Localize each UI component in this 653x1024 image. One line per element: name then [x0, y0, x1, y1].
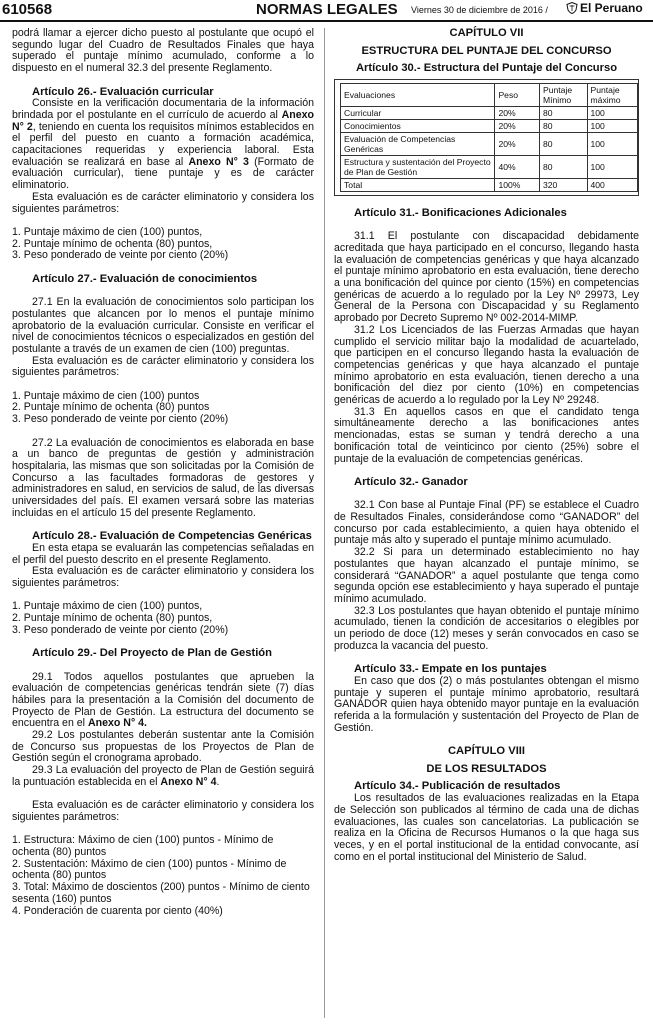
art26-paragraph-2: Esta evaluación es de carácter eliminatorio y considera los siguientes parámetros: — [12, 190, 314, 215]
left-column — [12, 28, 314, 917]
table-cell: 40% — [495, 156, 540, 179]
table-cell: Total — [341, 179, 495, 192]
art28-paragraph-1: En esta etapa se evaluarán las competencias señaladas en el perfil del puesto descrito en el presente Reglamento. — [12, 541, 314, 566]
table-cell: 20% — [495, 107, 540, 120]
column-divider — [324, 28, 325, 1018]
art28-title: Artículo 28.- Evaluación de Competencias Genéricas — [32, 530, 312, 543]
art34-paragraph-1: Los resultados de las evaluaciones realizadas en la Etapa de Selección son publicados al término de cada una de dichas evaluaciones, las cuales son cancelatorias. La publicación se realiza en la Oficina de Recursos Humanos o la que haga sus veces, y en el portal institucional de la entidad convocante, así como en el portal institucional del Ministerio de Salud. — [334, 792, 639, 863]
table-header-cell: Peso — [495, 84, 540, 107]
art33-title: Artículo 33.- Empate en los puntajes — [354, 663, 547, 676]
table-cell: Estructura y sustentación del Proyecto de Plan de Gestión — [341, 156, 495, 179]
table-cell: 100 — [587, 156, 638, 179]
table-row — [341, 133, 638, 156]
list-item: 1. Puntaje máximo de cien (100) puntos, — [12, 600, 203, 613]
art31-paragraph-3: 31.3 En aquellos casos en que el candidato tenga simultáneamente derecho a las bonificaciones antes mencionadas, estas se suman y tendrá derecho a una bonificación total de veinticinco por ciento (25%) sobre el puntaje de la evaluación de competencias genéricas. — [334, 405, 639, 465]
table-cell: 20% — [495, 133, 540, 156]
table-cell: Curricular — [341, 107, 495, 120]
art31-title: Artículo 31.- Bonificaciones Adicionales — [354, 206, 567, 219]
table-cell: 80 — [539, 133, 587, 156]
art32-paragraph-1: 32.1 Con base al Puntaje Final (PF) se establece el Cuadro de Resultados Finales, considerándose como “GANADOR” del concurso por cada establecimiento, a quien haya obtenido el puntaje más alto y superado el puntaje mínimo acumulado. — [334, 499, 639, 547]
list-item: 2. Puntaje mínimo de ochenta (80) puntos, — [12, 237, 213, 250]
table-row — [341, 156, 638, 179]
list-item: 2. Sustentación: Máximo de cien (100) puntos - Mínimo de ochenta (80) puntos — [12, 857, 287, 882]
table-cell: 100 — [587, 120, 638, 133]
art26-paragraph-1: Consiste en la verificación documentaria de la información brindada por el postulante en el currículo de acuerdo al Anexo N° 2, teniendo en cuenta los requisitos mínimos establecidos en el perfil del puesto en cuanto a formación académica, capacitaciones requeridas y experiencia laboral. Esta evaluación se realizará en base al Anexo N° 3 (Formato de evaluación curricular), tiene puntaje y es de carácter eliminatorio. — [12, 97, 314, 192]
art29-paragraph-3: 29.3 La evaluación del proyecto de Plan de Gestión seguirá la puntuación establecida en el Anexo N° 4. — [12, 764, 314, 788]
table-header-cell: Puntaje máximo — [587, 84, 638, 107]
art26-list — [12, 227, 314, 262]
intro-paragraph: podrá llamar a ejercer dicho puesto al postulante que ocupó el segundo lugar del Cuadro de Resultados Finales que haya superado el puntaje mínimo acumulado, conforme a lo dispuesto en el numeral 32.3 del presente Reglamento. — [12, 27, 314, 75]
table-cell: 80 — [539, 156, 587, 179]
list-item: 3. Total: Máximo de doscientos (200) puntos - Mínimo de ciento sesenta (160) puntos — [12, 881, 310, 905]
art32-paragraph-3: 32.3 Los postulantes que hayan obtenido el puntaje mínimo acumulado, tienen la condición de accesitarios o elegibles por un periodo de doce (12) meses y serán convocados en caso se produzca la vacancia del puesto. — [334, 604, 639, 652]
table-cell: Evaluación de Competencias Genéricas — [341, 133, 495, 156]
art32-title: Artículo 32.- Ganador — [354, 475, 468, 488]
art29-paragraph-4: Esta evaluación es de carácter eliminatorio y considera los siguientes parámetros: — [12, 799, 314, 823]
chapter-7-heading: CAPÍTULO VII — [449, 27, 524, 39]
chapter-8-title: DE LOS RESULTADOS — [426, 762, 547, 775]
art27-paragraph-1: 27.1 En la evaluación de conocimientos solo participan los postulantes que alcancen por lo menos el puntaje mínimo aprobatorio de la evaluación curricular. Consiste en verificar el nivel de conocimientos técnicos o especializados en gestión del postulante a través de un examen de cien (100) preguntas. — [12, 296, 314, 355]
list-item: 3. Peso ponderado de veinte por ciento (20%) — [12, 623, 229, 636]
art29-paragraph-2: 29.2 Los postulantes deberán sustentar ante la Comisión de Concurso sus propuestas de los Proyectos de Plan de Gestión según el cronograma aprobado. — [12, 729, 314, 765]
art28-list — [12, 601, 314, 636]
table-cell: 100 — [587, 133, 638, 156]
list-item: 1. Puntaje máximo de cien (100) puntos, — [12, 225, 203, 238]
table-row — [341, 120, 638, 133]
art27-paragraph-2: Esta evaluación es de carácter eliminatorio y considera los siguientes parámetros: — [12, 354, 314, 379]
list-item: 3. Peso ponderado de veinte por ciento (20%) — [12, 413, 229, 426]
list-item: 3. Peso ponderado de veinte por ciento (20%) — [12, 249, 229, 262]
art30-title: Artículo 30.- Estructura del Puntaje del Concurso — [355, 62, 618, 75]
art29-title: Artículo 29.- Del Proyecto de Plan de Gestión — [32, 647, 272, 660]
list-item: 2. Puntaje mínimo de ochenta (80) puntos — [12, 401, 210, 414]
art33-paragraph-1: En caso que dos (2) o más postulantes obtengan el mismo puntaje y superen el puntaje mínimo aprobatorio, resultará GANADOR quien haya obtenido mayor puntaje en la evaluación referida a la formulación y sustentación del Proyecto de Plan de Gestión. — [334, 674, 639, 734]
art27-title: Artículo 27.- Evaluación de conocimientos — [32, 272, 258, 285]
art31-paragraph-1: 31.1 El postulante con discapacidad debidamente acreditada que haya participado en el concurso, llegando hasta la evaluación de competencias genéricas y que haya alcanzado el puntaje mínimo aprobatorio en esta evaluación, tiene derecho a una bonificación del quince por ciento (15%) en competencias genéricas de acuerdo a lo regulado por la Ley Nº 29973, Ley General de la Persona con Discapacidad y su Reglamento aprobado por Decreto Supremo Nº 002-2014-MIMP. — [334, 230, 639, 325]
art34-title: Artículo 34.- Publicación de resultados — [354, 780, 561, 793]
art29-paragraph-1: 29.1 Todos aquellos postulantes que aprueben la evaluación de competencias genéricas tendrán siete (7) días hábiles para la presentación a la Comisión del documento de Proyecto de Plan de Gestión. La estructura del documento se encuentra en el Anexo N° 4. — [12, 670, 314, 730]
table-cell: Conocimientos — [341, 120, 495, 133]
table-cell: 100 — [587, 107, 638, 120]
art29-list — [12, 835, 314, 917]
newspaper-logo — [566, 1, 643, 15]
right-column — [334, 28, 639, 863]
score-table-frame — [334, 79, 639, 196]
table-cell: 80 — [539, 120, 587, 133]
score-table — [340, 83, 638, 192]
table-header-row — [341, 84, 638, 107]
art28-paragraph-2: Esta evaluación es de carácter eliminatorio y considera los siguientes parámetros: — [12, 565, 314, 589]
list-item: 1. Estructura: Máximo de cien (100) puntos - Mínimo de ochenta (80) puntos — [12, 834, 274, 859]
art32-paragraph-2: 32.2 Si para un determinado establecimiento no hay postulantes que hayan alcanzado el puntaje mínimo, se considerará “GANADOR” a aquel postulante que tenga como segunda opción ese establecimiento y haya superado el puntaje mínimo acumulado. — [334, 546, 639, 605]
table-row-total — [341, 179, 638, 192]
page-number: 610568 — [2, 1, 53, 18]
list-item: 2. Puntaje mínimo de ochenta (80) puntos, — [12, 612, 213, 625]
newspaper-name: El Peruano — [580, 1, 643, 15]
publication-title: NORMAS LEGALES — [256, 1, 398, 18]
list-item: 1. Puntaje máximo de cien (100) puntos — [12, 389, 200, 402]
art31-paragraph-2: 31.2 Los Licenciados de las Fuerzas Armadas que hayan cumplido el servicio militar bajo la modalidad de acuartelado, que participen en el concurso llegando hasta la evaluación de competencias genéricas y que haya alcanzado el puntaje mínimo aprobatorio en esta evaluación, tienen derecho a una bonificación del diez por ciento (10%) en competencias genéricas de acuerdo a lo regulado por la Ley Nº 29248. — [334, 323, 639, 407]
list-item: 4. Ponderación de cuarenta por ciento (40%) — [12, 904, 223, 917]
table-cell: 20% — [495, 120, 540, 133]
shield-icon — [566, 2, 578, 14]
table-cell: 320 — [539, 179, 587, 192]
publication-date: Viernes 30 de diciembre de 2016 / — [411, 5, 548, 15]
art26-title: Artículo 26.- Evaluación curricular — [32, 85, 214, 98]
chapter-8-heading: CAPÍTULO VIII — [447, 745, 526, 758]
art27-list — [12, 391, 314, 426]
table-row — [341, 107, 638, 120]
chapter-7-title: ESTRUCTURA DEL PUNTAJE DEL CONCURSO — [361, 44, 612, 57]
table-cell: 400 — [587, 179, 638, 192]
table-cell: 80 — [539, 107, 587, 120]
table-cell: 100% — [495, 179, 540, 192]
page-header — [0, 0, 653, 22]
table-header-cell: Puntaje Mínimo — [539, 84, 587, 107]
art27-paragraph-3: 27.2 La evaluación de conocimientos es elaborada en base a un banco de preguntas de gestión y administración hospitalaria, las mismas que son solicitadas por la Comisión de Concurso a las facultades formadoras de gestores y administradores en salud, en servicios de salud, de las diversas universidades del país. El examen versará sobre las materias incluidas en el artículo 15 del presente Reglamento. — [12, 436, 314, 519]
table-header-cell: Evaluaciones — [341, 84, 495, 107]
